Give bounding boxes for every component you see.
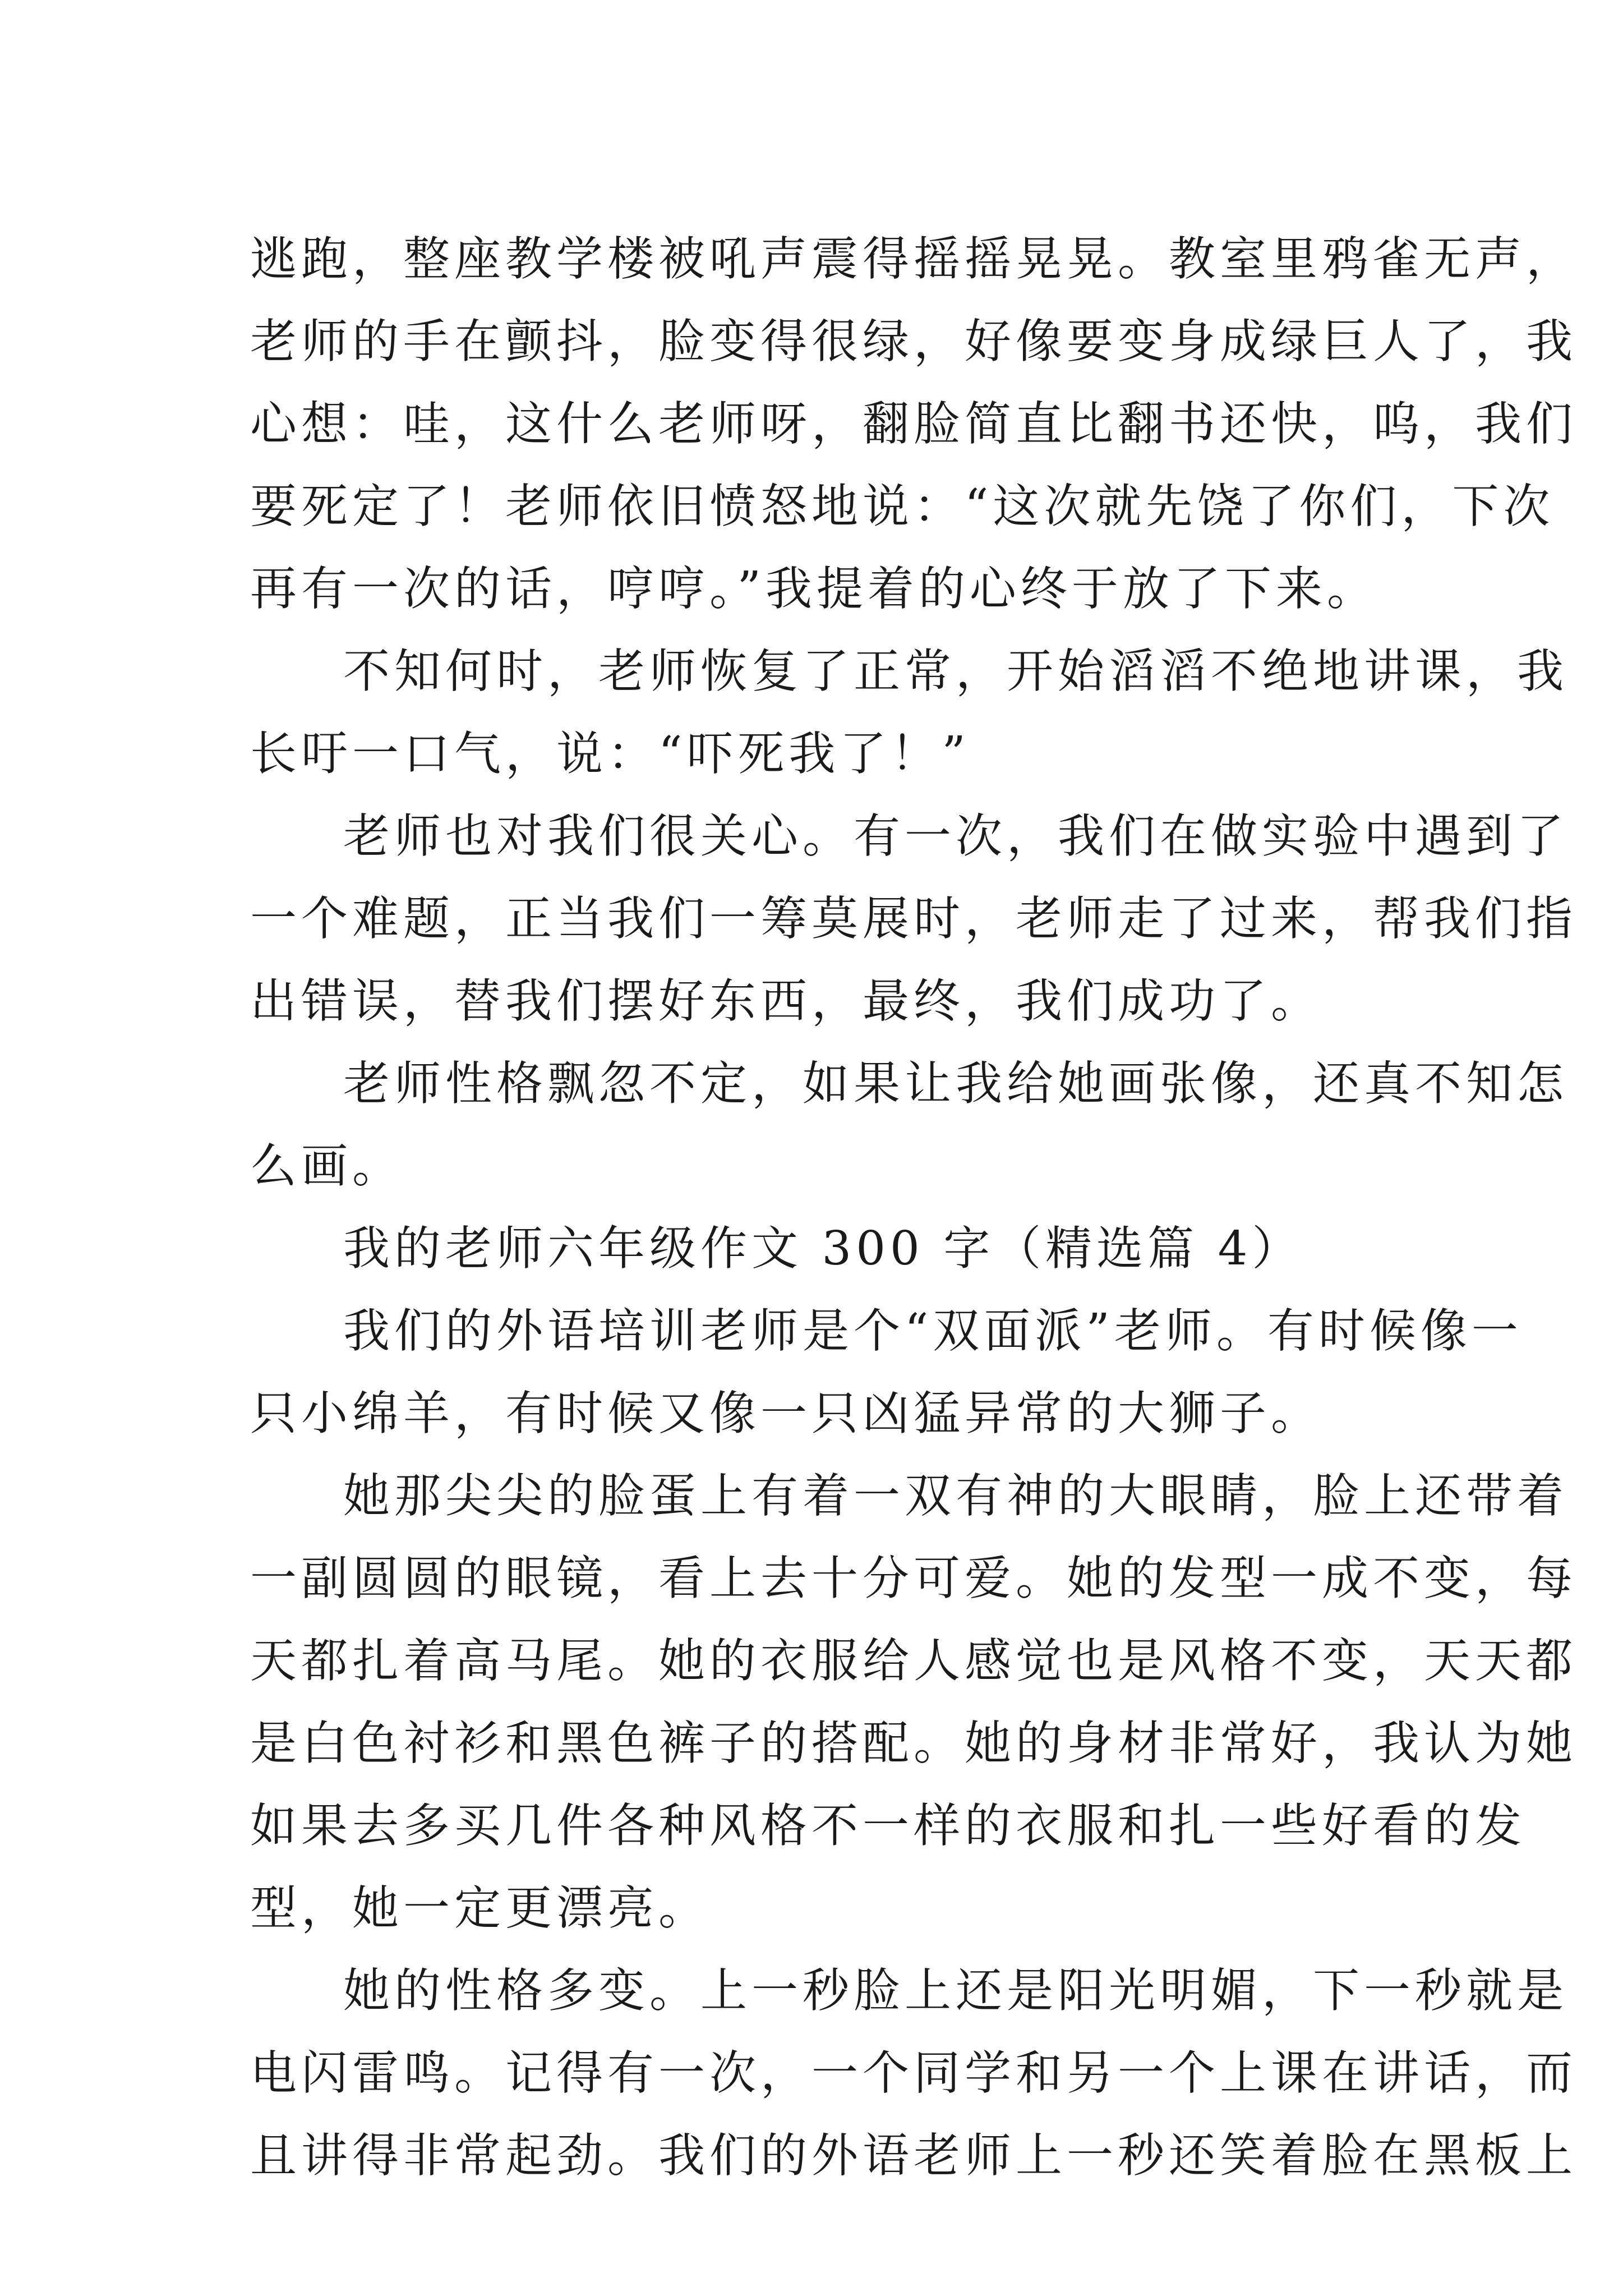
paragraph-1 <box>250 218 1577 630</box>
paragraph-4 <box>250 1042 1568 1207</box>
text-line: 长吁一口气，说：“吓死我了！” <box>250 726 970 781</box>
text-line: 出错误，替我们摆好东西，最终，我们成功了。 <box>250 974 1322 1028</box>
section-title: 我的老师六年级作文 300 字（精选篇 4） <box>343 1221 1303 1276</box>
text-line: 老师的手在颤抖，脸变得很绿，好像要变身成绿巨人了，我 <box>250 314 1577 369</box>
text-line: 不知何时，老师恢复了正常，开始滔滔不绝地讲课，我 <box>343 644 1568 698</box>
text-line: 型，她一定更漂亮。 <box>250 1881 709 1935</box>
paragraph-5 <box>250 1290 1523 1455</box>
text-line: 我们的外语培训老师是个“双面派”老师。有时候像一 <box>343 1304 1523 1358</box>
text-line: 要死定了！老师依旧愤怒地说：“这次就先饶了你们，下次 <box>250 479 1555 533</box>
paragraph-7 <box>250 1949 1577 2197</box>
text-line: 她那尖尖的脸蛋上有着一双有神的大眼睛，脸上还带着 <box>343 1469 1568 1523</box>
text-line: 一副圆圆的眼镜，看上去十分可爱。她的发型一成不变，每 <box>250 1551 1577 1605</box>
text-line: 且讲得非常起劲。我们的外语老师上一秒还笑着脸在黑板上 <box>250 2128 1577 2183</box>
paragraph-2 <box>250 630 1568 795</box>
text-line: 逃跑，整座教学楼被吼声震得摇摇晃晃。教室里鸦雀无声， <box>250 232 1577 286</box>
text-line: 么画。 <box>250 1139 403 1193</box>
text-line: 天都扎着高马尾。她的衣服给人感觉也是风格不变，天天都 <box>250 1634 1577 1688</box>
text-line: 如果去多买几件各种风格不一样的衣服和扎一些好看的发 <box>250 1798 1526 1853</box>
text-line: 再有一次的话，哼哼。”我提着的心终于放了下来。 <box>250 562 1378 616</box>
paragraph-6 <box>250 1455 1577 1949</box>
text-line: 只小绵羊，有时候又像一只凶猛异常的大狮子。 <box>250 1386 1322 1441</box>
text-line: 一个难题，正当我们一筹莫展时，老师走了过来，帮我们指 <box>250 891 1577 946</box>
text-line: 老师也对我们很关心。有一次，我们在做实验中遇到了 <box>343 809 1568 863</box>
text-line: 心想：哇，这什么老师呀，翻脸简直比翻书还快，呜，我们 <box>250 397 1577 451</box>
document-page <box>250 218 1577 2197</box>
text-line: 电闪雷鸣。记得有一次，一个同学和另一个上课在讲话，而 <box>250 2046 1577 2100</box>
text-line: 老师性格飘忽不定，如果让我给她画张像，还真不知怎 <box>343 1056 1568 1111</box>
text-line: 她的性格多变。上一秒脸上还是阳光明媚，下一秒就是 <box>343 1963 1568 2018</box>
text-line: 是白色衬衫和黑色裤子的搭配。她的身材非常好，我认为她 <box>250 1716 1577 1770</box>
paragraph-3 <box>250 795 1577 1042</box>
